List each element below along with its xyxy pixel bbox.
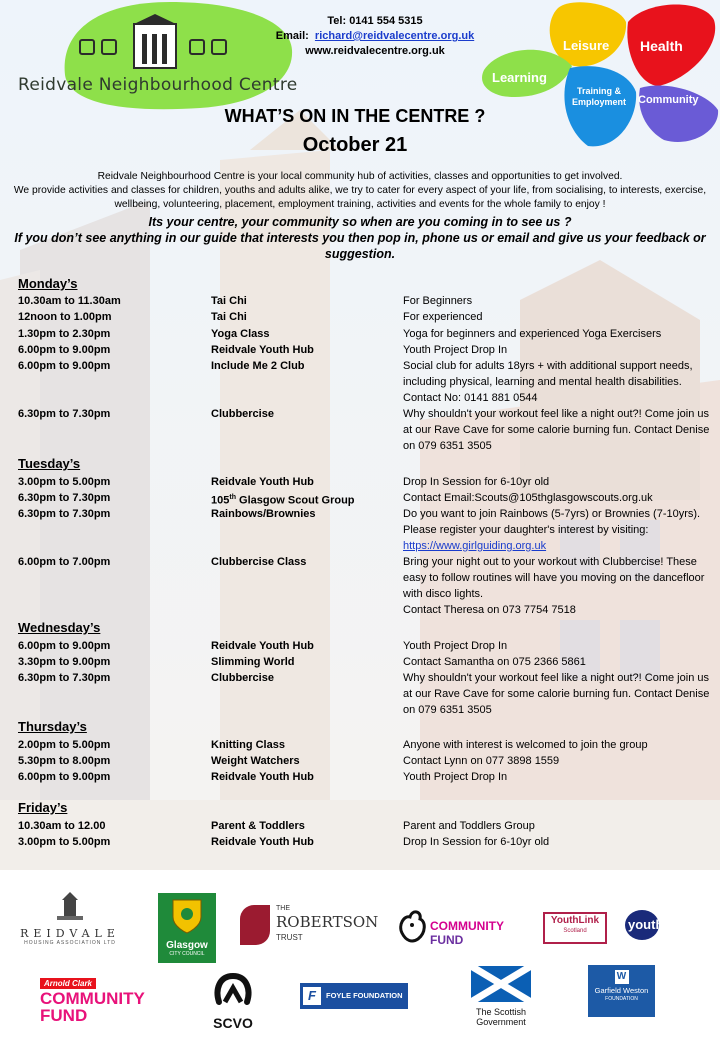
petal-community: Community (638, 94, 699, 106)
lottery-line2: FUND (430, 933, 464, 947)
foyle-foundation-logo (300, 983, 408, 1009)
row-time: 2.00pm to 5.00pm (18, 739, 111, 751)
foyle-name: FOYLE FOUNDATION (326, 991, 403, 1000)
row-time: 3.00pm to 5.00pm (18, 836, 111, 848)
row-activity: Reidvale Youth Hub (211, 344, 314, 356)
row-time: 10.30am to 12.00 (18, 820, 106, 832)
intro-text (10, 170, 710, 212)
day-heading-friday: Friday’s (18, 800, 68, 815)
row-time: 6.00pm to 9.00pm (18, 640, 111, 652)
row-activity: Tai Chi (211, 311, 247, 323)
centre-name: Reidvale Neighbourhood Centre (18, 75, 298, 95)
row-details: Youth Project Drop In (403, 771, 508, 783)
glasgow-city-council-logo (158, 893, 216, 963)
day-heading-thursday: Thursday’s (18, 719, 87, 734)
saltire-flag-icon (471, 966, 531, 1002)
youthlink-logo (543, 912, 607, 944)
scotgov-line2: Government (476, 1017, 526, 1027)
row-time: 5.30pm to 8.00pm (18, 755, 111, 767)
row-time: 6.30pm to 7.30pm (18, 492, 111, 504)
scout-suffix: th (229, 494, 236, 501)
petal-training: Training & Employment (571, 86, 626, 107)
row-details: Yoga for beginners and experienced Yoga Exercisers (403, 328, 662, 340)
girlguiding-link[interactable]: https://www.girlguiding.org.uk (403, 540, 547, 552)
petal-leisure: Leisure (563, 38, 610, 53)
intro-line-1: Reidvale Neighbourhood Centre is your local community hub of activities, classes and opportunities to get involved. (97, 171, 623, 182)
robertson-name: ROBERTSON (276, 913, 379, 931)
row-details-contact: Contact Theresa on 073 7754 7518 (403, 604, 576, 616)
scvo-name: SCVO (213, 1015, 253, 1031)
row-activity: Parent & Toddlers (211, 820, 305, 832)
row-activity: Include Me 2 Club (211, 360, 305, 372)
row-activity: Reidvale Youth Hub (211, 771, 314, 783)
weston-name: Garfield Weston (594, 986, 649, 995)
email-label: Email: (275, 30, 309, 42)
row-details: Youth Project Drop In (403, 640, 508, 652)
petals-graphic (478, 0, 720, 150)
reidvale-ha-logo (10, 890, 130, 960)
row-details: Contact Samantha on 075 2366 5861 (403, 656, 586, 668)
row-activity: Clubbercise (211, 672, 274, 684)
tel-label: Tel: (327, 15, 347, 27)
row-details: Contact Lynn on 077 3898 1559 (403, 755, 560, 767)
scvo-mark-icon (211, 972, 255, 1010)
row-time: 6.00pm to 7.00pm (18, 556, 111, 568)
row-time: 6.00pm to 9.00pm (18, 360, 111, 372)
contact-block (270, 14, 480, 59)
row-details: Why shouldn't your workout feel like a night out?! Come join us at our Rave Cave for some calorie burning fun. Contact Denise on 079 6351 3505 (403, 408, 710, 452)
row-time: 6.30pm to 7.30pm (18, 408, 111, 420)
lottery-line1: COMMUNITY (430, 919, 504, 933)
robertson-mark (240, 905, 270, 945)
youth-logo (625, 910, 705, 944)
row-activity: Reidvale Youth Hub (211, 640, 314, 652)
row-activity: Tai Chi (211, 295, 247, 307)
tel-number: 0141 554 5315 (349, 15, 423, 27)
reidvale-ha-sub: HOUSING ASSOCIATION LTD (24, 940, 116, 946)
row-time: 3.30pm to 9.00pm (18, 656, 111, 668)
row-activity: Reidvale Youth Hub (211, 836, 314, 848)
weston-w-icon: W (615, 970, 629, 984)
row-details: Social club for adults 18yrs + with additional support needs, including physical, learning and mental health disabilities. Contact No: 0141 881 0544 (403, 360, 693, 404)
reidvale-ha-name: REIDVALE (20, 927, 120, 940)
lottery-community-fund-logo (396, 905, 516, 950)
row-details: Drop In Session for 6-10yr old (403, 836, 550, 848)
intro-line-2: We provide activities and classes for children, youths and adults alike, we try to cater for every aspect of your life, from socialising, to interests, exercise, wellbeing, volunteering, placement, employment training, activities and events for the whole family to enjoy ! (13, 185, 707, 210)
page-title: WHAT’S ON IN THE CENTRE ? (224, 106, 486, 126)
row-time: 3.00pm to 5.00pm (18, 476, 111, 488)
email-link[interactable]: richard@reidvalecentre.org.uk (314, 30, 475, 42)
row-time: 10.30am to 11.30am (18, 295, 121, 307)
scout-number: 105 (211, 494, 230, 507)
website-text[interactable]: www.reidvalecentre.org.uk (305, 45, 445, 57)
youthlink-name: YouthLink (550, 915, 600, 926)
row-activity: Knitting Class (211, 739, 285, 751)
weston-foundation: FOUNDATION (605, 996, 638, 1002)
row-time: 6.30pm to 7.30pm (18, 672, 111, 684)
petal-health: Health (640, 38, 683, 54)
robertson-trust: TRUST (276, 933, 303, 942)
row-activity: Rainbows/Brownies (211, 508, 316, 520)
arnold-clark-name: Arnold Clark (40, 978, 96, 989)
petal-learning: Learning (492, 70, 547, 85)
robertson-the: THE (276, 905, 290, 912)
youth-name: youth (628, 917, 664, 932)
robertson-trust-logo (240, 905, 379, 950)
scotgov-line1: The Scottish (475, 1007, 527, 1017)
row-time: 6.00pm to 9.00pm (18, 771, 111, 783)
row-activity: Clubbercise Class (211, 556, 307, 568)
reidvale-building-icon (55, 890, 85, 922)
youthlink-sub: Scotland (563, 928, 587, 934)
row-activity: Reidvale Youth Hub (211, 476, 314, 488)
glasgow-name: Glasgow (166, 940, 208, 951)
glasgow-crest-icon (170, 897, 204, 935)
row-time: 1.30pm to 2.30pm (18, 328, 111, 340)
row-details: Drop In Session for 6-10yr old (403, 476, 550, 488)
row-details (403, 506, 711, 554)
scottish-government-logo (470, 966, 532, 1028)
row-details: Youth Project Drop In (403, 344, 508, 356)
row-details-text: Do you want to join Rainbows (5-7yrs) or Brownies (7-10yrs). Please register your daughter's interest by visiting: (403, 508, 701, 536)
page-subtitle: October 21 (302, 134, 408, 156)
scvo-logo (205, 972, 261, 1030)
arnold-clark-fund-logo (40, 978, 150, 1026)
row-activity: Yoga Class (211, 328, 270, 340)
row-details: For Beginners (403, 295, 473, 307)
glasgow-sub: CITY COUNCIL (169, 951, 205, 957)
row-activity: Clubbercise (211, 408, 274, 420)
row-details: For experienced (403, 311, 483, 323)
row-activity: Slimming World (211, 656, 295, 668)
row-activity: Weight Watchers (211, 755, 300, 767)
foyle-f-icon: F (303, 987, 321, 1005)
scout-name: Glasgow Scout Group (235, 494, 355, 507)
tagline (10, 214, 710, 262)
row-details-text: Bring your night out to your workout with Clubbercise! These easy to follow routines will have you moving on the dancefloor with disco lights. (403, 556, 705, 600)
centre-logo (60, 0, 295, 112)
row-time: 12noon to 1.00pm (18, 311, 112, 323)
row-details: Why shouldn't your workout feel like a night out?! Come join us at our Rave Cave for some calorie burning fun. Contact Denise on 079 6351 3505 (403, 672, 710, 716)
day-heading-monday: Monday’s (18, 276, 78, 291)
arnold-cf-line2: FUND (40, 1006, 88, 1025)
day-heading-wednesday: Wednesday’s (18, 620, 101, 635)
row-details (403, 554, 711, 618)
row-time: 6.00pm to 9.00pm (18, 344, 111, 356)
row-details: Parent and Toddlers Group (403, 820, 535, 832)
garfield-weston-logo (588, 965, 655, 1017)
tagline-1: Its your centre, your community so when are you coming in to see us ? (148, 215, 572, 229)
arnold-cf-line1: COMMUNITY (40, 989, 145, 1008)
tagline-2: If you don’t see anything in our guide that interests you then pop in, phone us or email and give us your feedback or suggestion. (14, 231, 706, 261)
lottery-hand-icon (396, 905, 428, 945)
day-heading-tuesday: Tuesday’s (18, 456, 81, 471)
row-time: 6.30pm to 7.30pm (18, 508, 111, 520)
row-details: Contact Email:Scouts@105thglasgowscouts.org.uk (403, 492, 653, 504)
row-details: Anyone with interest is welcomed to join the group (403, 739, 648, 751)
